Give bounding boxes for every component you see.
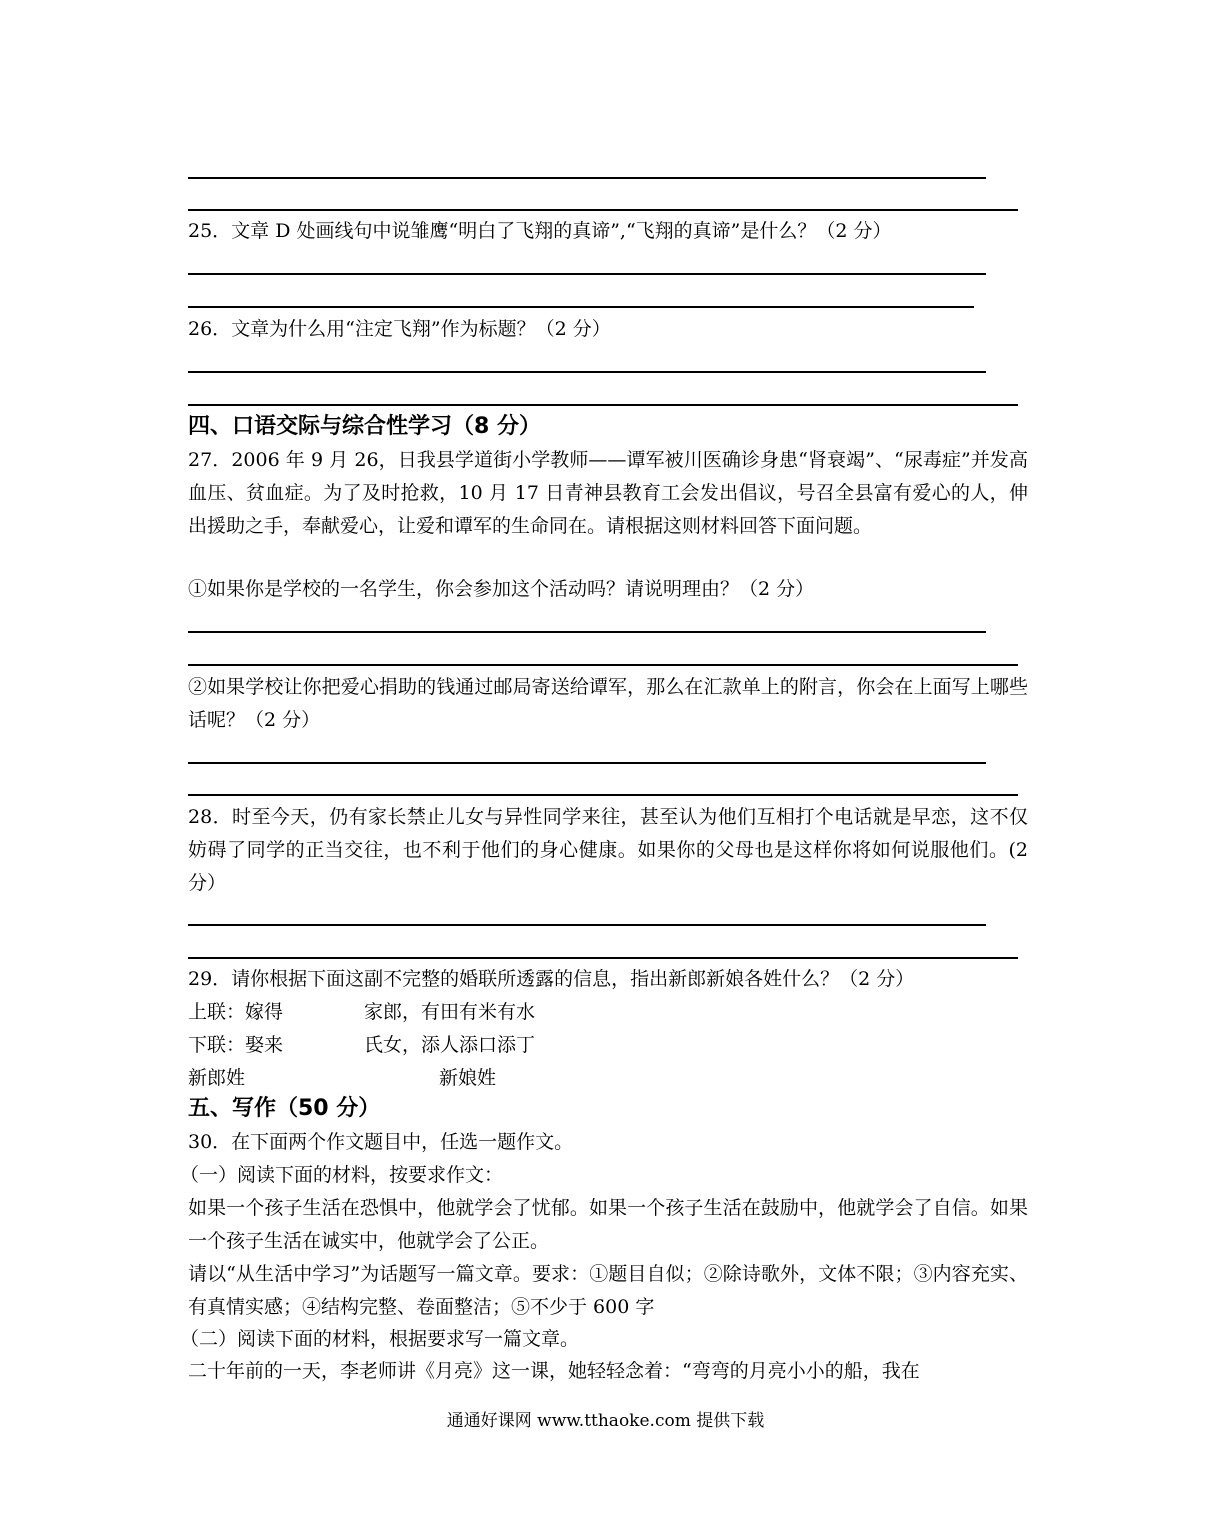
question-26: 26．文章为什么用“注定飞翔”作为标题？（2 分）	[188, 318, 611, 340]
answer-line	[188, 664, 1018, 666]
section-heading-4: 四、口语交际与综合性学习（8 分）	[188, 414, 541, 439]
answer-line	[188, 371, 986, 373]
question-28: 28．时至今天，仍有家长禁止儿女与异性同学来往，甚至认为他们互相打个电话就是早恋，这不仅妨碍了同学的正当交往，也不利于他们的身心健康。如果你的父母也是这样你将如何说服他们。(2 分）	[188, 806, 1028, 894]
option-1-title: （一）阅读下面的材料，按要求作文：	[180, 1164, 504, 1186]
couplet-upper-rest: 家郎，有田有米有水	[364, 1001, 536, 1023]
groom-surname-label: 新郎姓	[188, 1067, 246, 1089]
question-29: 29．请你根据下面这副不完整的婚联所透露的信息，指出新郎新娘各姓什么？（2 分）	[188, 968, 915, 990]
answer-line	[188, 273, 986, 275]
option-2-material: 二十年前的一天，李老师讲《月亮》这一课，她轻轻念着：“弯弯的月亮小小的船，我在	[188, 1360, 920, 1382]
answer-line	[188, 306, 974, 308]
page-footer: 通通好课网 www.tthaoke.com 提供下载	[446, 1411, 765, 1431]
option-1-material: 如果一个孩子生活在恐惧中，他就学会了忧郁。如果一个孩子生活在鼓励中，他就学会了自信。如果一个孩子生活在诚实中，他就学会了公正。	[188, 1197, 1028, 1252]
question-30-intro: 30．在下面两个作文题目中，任选一题作文。	[188, 1131, 574, 1153]
answer-line	[188, 177, 986, 179]
question-27: 27．2006 年 9 月 26，日我县学道街小学教师——谭军被川医确诊身患“肾衰竭”、“尿毒症”并发高血压、贫血症。为了及时抢救，10 月 17 日青神县教育工会发出倡议，号召全县富有爱心的人，伸出援助之手，奉献爱心，让爱和谭军的生命同在。请根据这则材料回答下面问题。	[188, 449, 1028, 537]
question-25: 25．文章 D 处画线句中说雏鹰“明白了飞翔的真谛”,“飞翔的真谛”是什么？（2 分）	[188, 220, 892, 242]
question-27-part-2: ②如果学校让你把爱心捐助的钱通过邮局寄送给谭军，那么在汇款单上的附言，你会在上面写上哪些话呢？（2 分）	[188, 676, 1028, 731]
surname-answers	[188, 1063, 1028, 1094]
answer-line	[188, 631, 986, 633]
option-2-title: （二）阅读下面的材料，根据要求写一篇文章。	[180, 1328, 580, 1350]
couplet-lower-label: 下联：娶来	[188, 1034, 284, 1056]
answer-line	[188, 957, 1018, 959]
couplet-lower-rest: 氏女，添人添口添丁	[364, 1034, 536, 1056]
couplet-lower	[188, 1030, 1028, 1061]
bride-surname-label: 新娘姓	[439, 1067, 497, 1089]
answer-line	[188, 762, 986, 764]
question-27-part-1: ①如果你是学校的一名学生，你会参加这个活动吗？请说明理由？（2 分）	[188, 578, 815, 600]
answer-line	[188, 404, 1018, 406]
answer-line	[188, 794, 1018, 796]
answer-line	[188, 924, 986, 926]
answer-line	[188, 209, 1018, 211]
option-1-requirements: 请以“从生活中学习”为话题写一篇文章。要求：①题目自似；②除诗歌外，文体不限；③内容充实、有真情实感；④结构完整、卷面整洁；⑤不少于 600 字	[188, 1263, 1028, 1318]
couplet-upper-label: 上联：嫁得	[188, 1001, 284, 1023]
couplet-upper	[188, 997, 1028, 1028]
section-heading-5: 五、写作（50 分）	[188, 1096, 381, 1121]
